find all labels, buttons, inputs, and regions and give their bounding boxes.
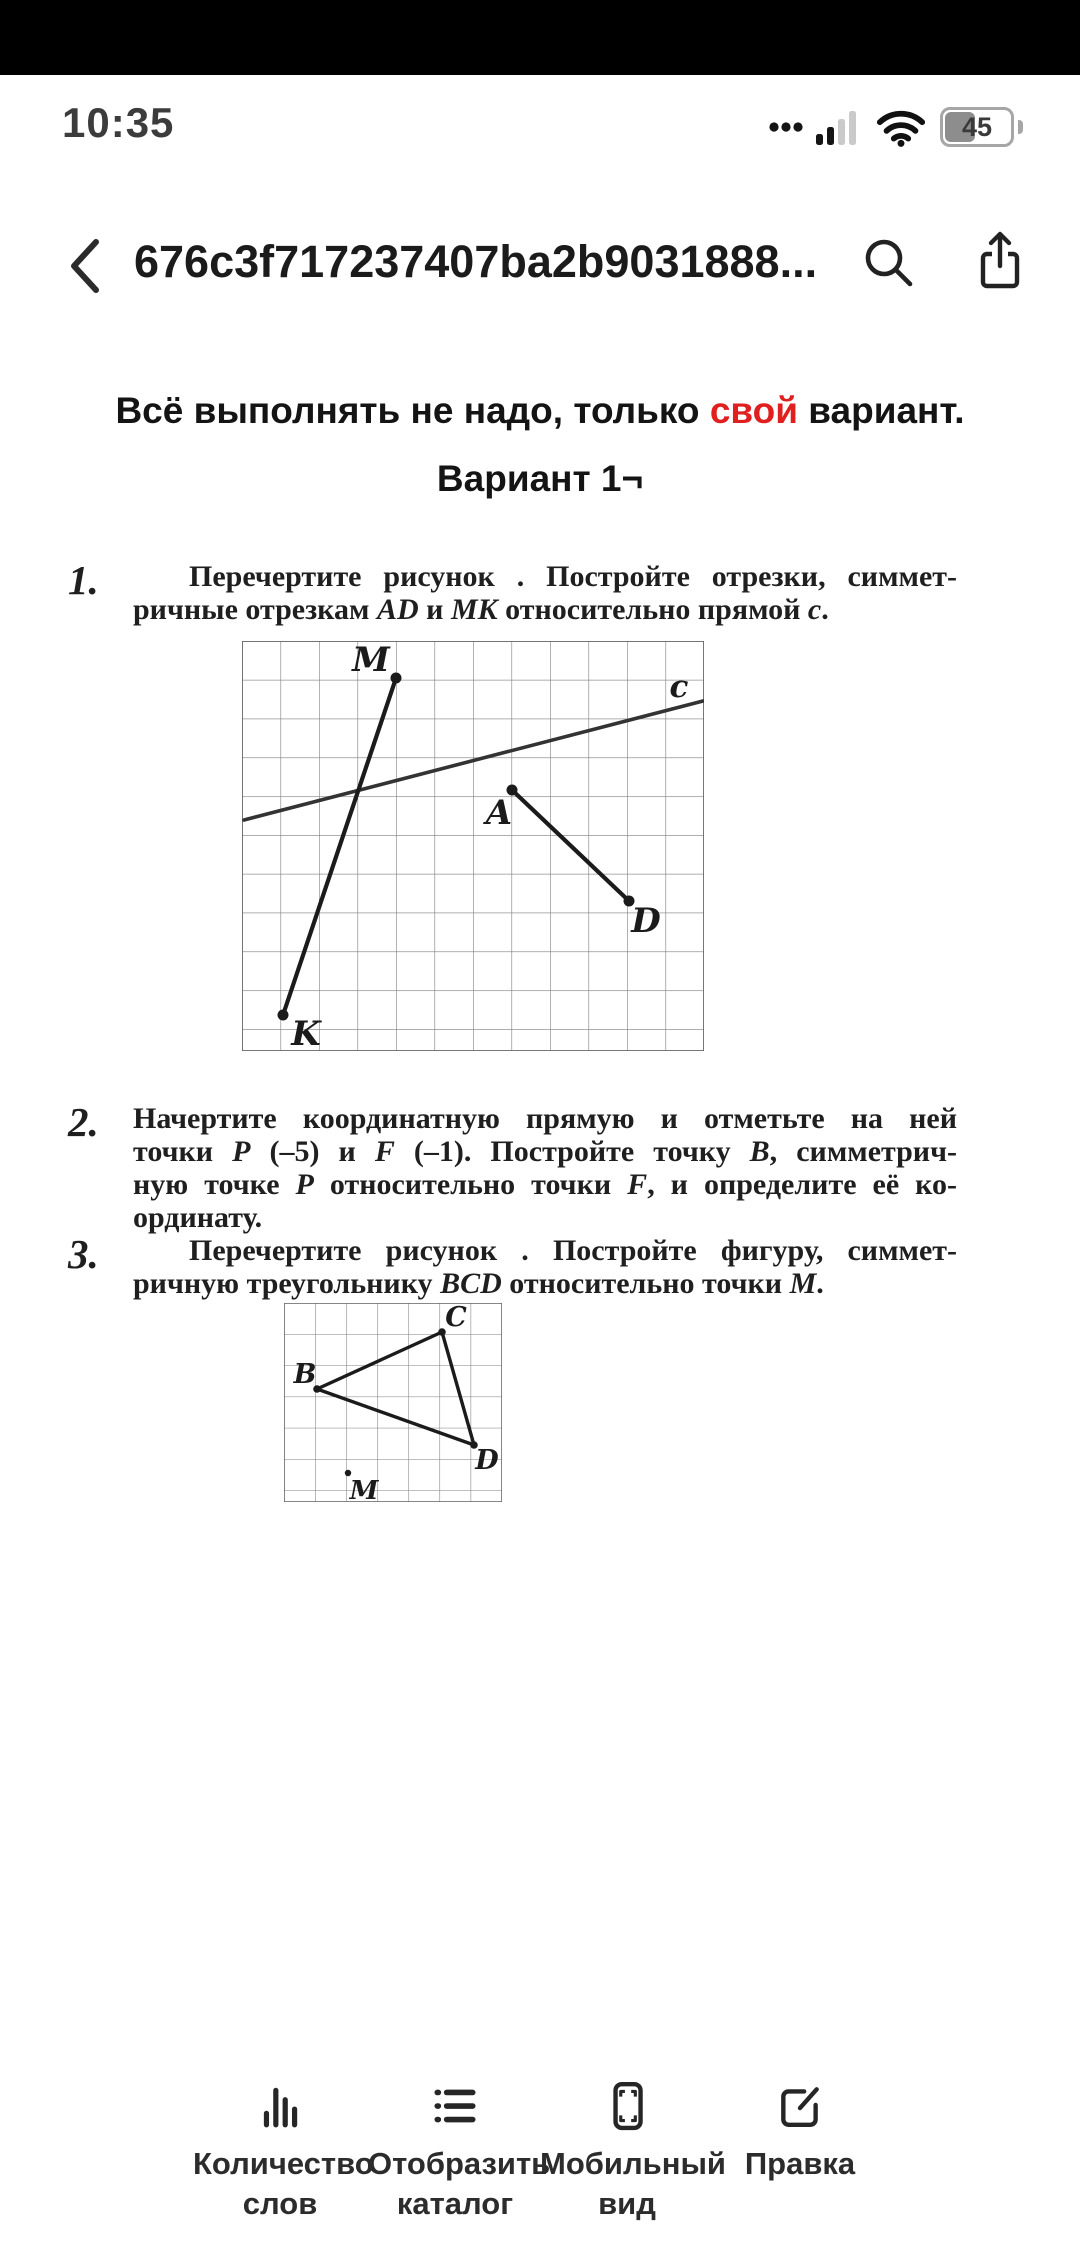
back-icon[interactable] (62, 234, 110, 298)
problem-number: 3. (68, 1231, 99, 1277)
toolbar-label: Отобразить (368, 2146, 551, 2181)
figure-grid-MK-AD (242, 641, 704, 1051)
toolbar-item-mobile-view[interactable] (540, 2078, 726, 2224)
word-count-icon (255, 2081, 305, 2131)
search-icon[interactable] (860, 234, 916, 294)
label-M: M (349, 1476, 379, 1502)
toolbar-label: вид (598, 2186, 656, 2221)
problem-text-line: ординату. (133, 1201, 263, 1234)
battery-icon (940, 107, 1014, 147)
problem-number: 1. (68, 557, 99, 603)
mobile-view-icon (602, 2081, 652, 2131)
toolbar-label: Правка (744, 2146, 856, 2181)
share-icon[interactable] (972, 228, 1028, 294)
battery-nub (1018, 120, 1023, 134)
cellular-signal-icon (816, 109, 862, 145)
heading-highlight: свой (709, 390, 798, 431)
toolbar-item-edit[interactable] (713, 2078, 887, 2184)
label-c: c (669, 669, 689, 705)
edit-icon (775, 2081, 825, 2131)
problem-1 (68, 557, 964, 626)
problem-text-line: Перечертите рисунок . Постройте отрезки, симмет- (189, 560, 957, 593)
bottom-toolbar (0, 2078, 1080, 2238)
doc-heading (0, 390, 1080, 432)
grid (284, 1303, 502, 1502)
wifi-icon (875, 106, 927, 148)
label-C: C (445, 1303, 467, 1333)
more-dots-icon (769, 120, 803, 134)
battery-percent: 45 (961, 111, 993, 142)
toolbar-label: Мобильный (540, 2146, 726, 2181)
toolbar-item-word-count[interactable] (193, 2078, 374, 2224)
document-title: 676c3f717237407ba2b9031888... (134, 236, 818, 287)
label-K: K (291, 1014, 321, 1051)
clock: 10:35 (62, 99, 175, 146)
figure-grid-triangle-BCD (284, 1303, 502, 1502)
problem-number: 2. (68, 1099, 99, 1145)
point-K (278, 1010, 289, 1021)
heading-text: Всё выполнять не надо, только (115, 390, 710, 431)
top-black-bar (0, 0, 1080, 75)
toolbar-label: Количество (193, 2146, 374, 2181)
problem-text-line: ную точке P относительно точки F, и определите её ко- (133, 1168, 958, 1201)
problem-3 (68, 1231, 964, 1300)
toolbar-label: слов (242, 2186, 318, 2221)
status-bar (0, 75, 1080, 180)
problem-text-line: точки P (–5) и F (–1). Постройте точку B, симметрич- (133, 1135, 957, 1168)
label-B: B (293, 1359, 317, 1390)
heading-text: вариант. (798, 390, 965, 431)
problem-text-line: ричные отрезкам AD и MK относительно прямой c. (133, 593, 829, 626)
catalog-icon (430, 2081, 480, 2131)
problem-text-line: Начертите координатную прямую и отметьте на ней (133, 1102, 957, 1135)
label-M: M (352, 641, 390, 680)
grid (242, 641, 704, 1051)
problem-2 (68, 1099, 964, 1234)
problem-text-line: ричную треугольнику BCD относительно точки M. (133, 1267, 824, 1300)
toolbar-label: каталог (396, 2186, 514, 2221)
label-A: A (485, 793, 513, 833)
label-D: D (631, 901, 661, 941)
toolbar-item-show-catalog[interactable] (368, 2078, 551, 2224)
variant-line: Вариант 1¬ (436, 458, 644, 499)
point-M (391, 673, 402, 684)
label-D: D (475, 1445, 499, 1476)
problem-text-line: Перечертите рисунок . Постройте фигуру, симмет- (189, 1234, 957, 1267)
nav-bar (0, 212, 1080, 322)
